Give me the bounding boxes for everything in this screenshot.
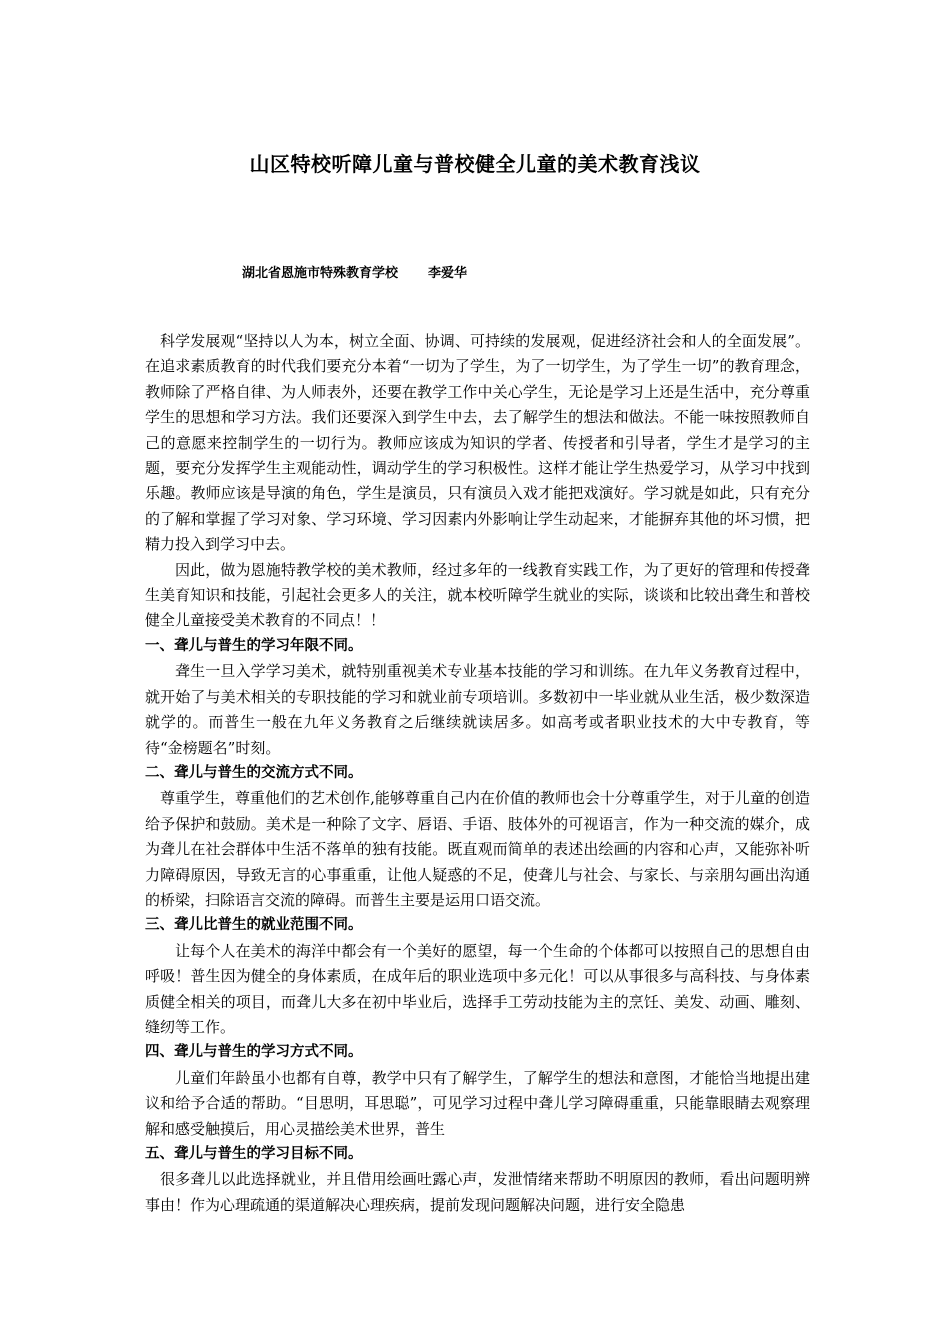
section-heading: 三、聋儿比普生的就业范围不同。 bbox=[145, 917, 363, 934]
document-body bbox=[145, 329, 810, 1218]
section-paragraph: 让每个人在美术的海洋中都会有一个美好的愿望，每一个生命的个体都可以按照自己的思想自由呼吸！普生因为健全的身体素质，在成年后的职业选项中多元化！可以从事很多与高科技、与身体素质健全相关的项目，而聋儿大多在初中毕业后，选择手工劳动技能为主的烹饪、美发、动画、雕刻、缝纫等工作。 bbox=[145, 941, 810, 1036]
section-heading: 一、聋儿与普生的学习年限不同。 bbox=[145, 637, 363, 654]
section-paragraph: 尊重学生，尊重他们的艺术创作,能够尊重自己内在价值的教师也会十分尊重学生，对于儿童的创造给予保护和鼓励。美术是一种除了文字、唇语、手语、肢体外的可视语言，作为一种交流的媒介，成为聋儿在社会群体中生活不落单的独有技能。既直观而简单的表述出绘画的内容和心声，又能弥补听力障碍原因，导致无言的心事重重，让他人疑惑的不足，使聋儿与社会、与家长、与亲朋勾画出沟通的桥梁，扫除语言交流的障碍。而普生主要是运用口语交流。 bbox=[145, 789, 810, 909]
section-heading: 四、聋儿与普生的学习方式不同。 bbox=[145, 1044, 363, 1061]
section-heading: 五、聋儿与普生的学习目标不同。 bbox=[145, 1146, 363, 1162]
intro-paragraph: 因此，做为恩施特教学校的美术教师，经过多年的一线教育实践工作，为了更好的管理和传授聋生美育知识和技能，引起社会更多人的关注，就本校听障学生就业的实际，谈谈和比较出聋生和普校健全儿童接受美术教育的不同点！！ bbox=[145, 560, 810, 630]
intro-paragraph: 科学发展观“坚持以人为本，树立全面、协调、可持续的发展观，促进经济社会和人的全面发展”。在追求素质教育的时代我们要充分本着“一切为了学生，为了一切学生，为了学生一切”的教育理念，教师除了严格自律、为人师表外，还要在教学工作中关心学生，无论是学习上还是生活中，充分尊重学生的思想和学习方法。我们还要深入到学生中去，去了解学生的想法和做法。不能一味按照教师自己的意愿来控制学生的一切行为。教师应该成为知识的学者、传授者和引导者，学生才是学习的主题，要充分发挥学生主观能动性，调动学生的学习积极性。这样才能让学生热爱学习，从学习中找到乐趣。教师应该是导演的角色，学生是演员，只有演员入戏才能把戏演好。学习就是如此，只有充分的了解和掌握了学习对象、学习环境、学习因素内外影响让学生动起来，才能摒弃其他的坏习惯，把精力投入到学习中去。 bbox=[145, 332, 810, 554]
section-paragraph: 儿童们年龄虽小也都有自尊，教学中只有了解学生，了解学生的想法和意图，才能恰当地提出建议和给予合适的帮助。“目思明，耳思聪”，可见学习过程中聋儿学习障碍重重，只能靠眼睛去观察理解和感受触摸后，用心灵描绘美术世界，普生 bbox=[145, 1068, 810, 1138]
section-paragraph: 聋生一旦入学学习美术，就特别重视美术专业基本技能的学习和训练。在九年义务教育过程中，就开始了与美术相关的专职技能的学习和就业前专项培训。多数初中一毕业就从业生活，极少数深造就学的。而普生一般在九年义务教育之后继续就读居多。如高考或者职业技术的大中专教育，等待“金榜题名”时刻。 bbox=[145, 662, 810, 757]
byline bbox=[242, 262, 467, 281]
section-heading: 二、聋儿与普生的交流方式不同。 bbox=[145, 764, 363, 781]
author-name: 李爱华 bbox=[428, 266, 468, 281]
affiliation: 湖北省恩施市特殊教育学校 bbox=[242, 266, 399, 281]
document-title: 山区特校听障儿童与普校健全儿童的美术教育浅议 bbox=[249, 152, 701, 176]
section-paragraph: 很多聋儿以此选择就业，并且借用绘画吐露心声，发泄情绪来帮助不明原因的教师，看出问题明辨事由！作为心理疏通的渠道解决心理疾病，提前发现问题解决问题，进行安全隐患 bbox=[145, 1170, 810, 1214]
